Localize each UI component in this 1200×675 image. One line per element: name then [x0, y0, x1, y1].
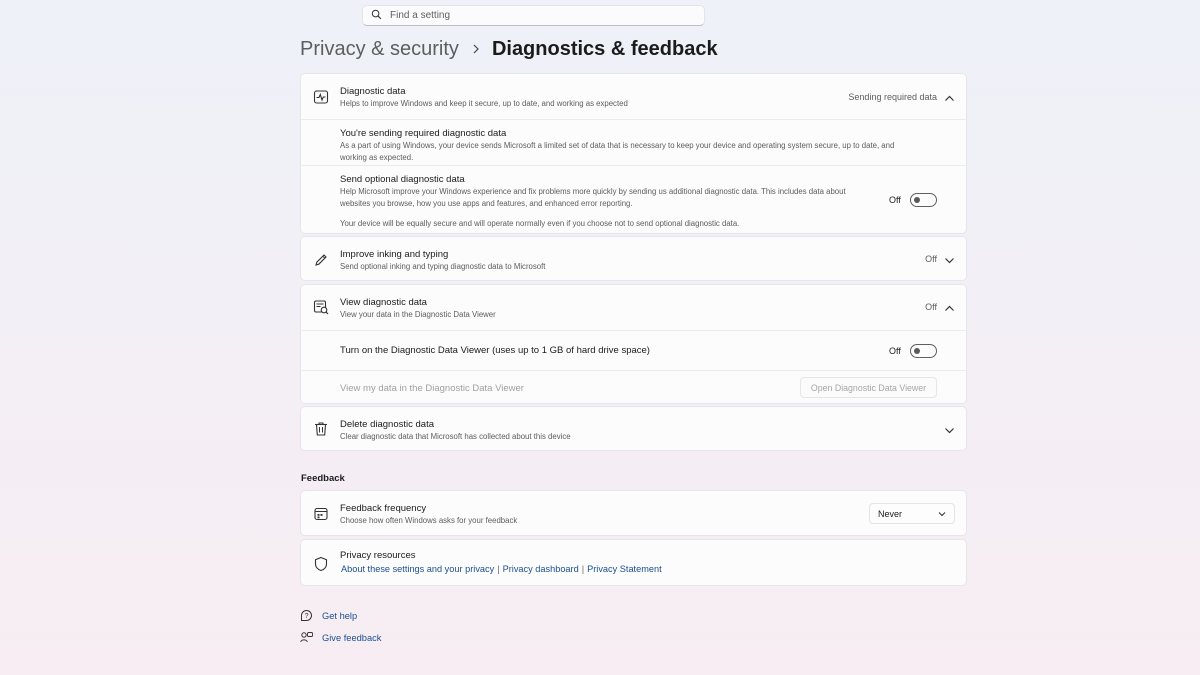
chevron-up-icon[interactable]: [944, 91, 955, 102]
open-viewer-button[interactable]: Open Diagnostic Data Viewer: [800, 377, 937, 398]
chevron-down-icon[interactable]: [944, 253, 955, 264]
view-my-data-row: [301, 370, 966, 404]
viewer-toggle-state: Off: [889, 346, 901, 356]
pen-icon: [313, 252, 329, 268]
shield-icon: [313, 556, 329, 572]
breadcrumb: [300, 36, 718, 62]
feedback-frequency-subtitle: Choose how often Windows asks for your feedback: [340, 516, 518, 525]
view-my-data-label: View my data in the Diagnostic Data Viewer: [340, 383, 524, 394]
optional-data-title: Send optional diagnostic data: [340, 174, 465, 185]
required-data-title: You're sending required diagnostic data: [340, 128, 507, 139]
chevron-right-icon: [472, 44, 480, 54]
diagnostic-data-status: Sending required data: [848, 92, 937, 102]
inking-status: Off: [925, 254, 937, 264]
chevron-up-icon[interactable]: [944, 301, 955, 312]
calendar-icon: [313, 506, 329, 522]
feedback-frequency-value: Never: [878, 508, 903, 519]
chevron-down-icon: [938, 510, 946, 518]
view-data-card: [300, 284, 967, 404]
optional-data-toggle[interactable]: [910, 193, 937, 207]
diagnostic-data-subtitle: Helps to improve Windows and keep it secure, up to date, and working as expected: [340, 99, 628, 108]
optional-toggle-state: Off: [889, 195, 901, 205]
required-data-desc: [340, 140, 940, 163]
search-icon: [371, 7, 382, 25]
trash-icon: [313, 421, 329, 437]
diagnostic-data-title: Diagnostic data: [340, 86, 406, 97]
required-data-desc-line1: As a part of using Windows, your device sends Microsoft a limited set of data that is necessary to keep your device and operating system secure, up to date, and: [340, 141, 895, 150]
privacy-links: [341, 564, 662, 574]
get-help-link[interactable]: [300, 609, 357, 622]
delete-data-subtitle: Clear diagnostic data that Microsoft has collected about this device: [340, 432, 571, 441]
give-feedback-link[interactable]: [300, 631, 381, 644]
diagnostic-data-card: [300, 73, 967, 234]
required-data-row: [301, 119, 966, 165]
inking-card[interactable]: [300, 236, 967, 281]
privacy-dashboard-link[interactable]: Privacy dashboard: [502, 564, 579, 574]
viewer-toggle-row: [301, 330, 966, 370]
toggle-knob: [914, 197, 920, 203]
inking-title: Improve inking and typing: [340, 249, 449, 260]
feedback-icon: [300, 631, 313, 644]
view-data-subtitle: View your data in the Diagnostic Data Viewer: [340, 310, 496, 319]
feedback-frequency-card: [300, 490, 967, 536]
toggle-knob: [914, 348, 920, 354]
privacy-statement-link[interactable]: Privacy Statement: [587, 564, 662, 574]
feedback-frequency-title: Feedback frequency: [340, 503, 427, 514]
breadcrumb-parent[interactable]: Privacy & security: [300, 37, 459, 60]
chevron-down-icon[interactable]: [944, 423, 955, 434]
data-viewer-icon: [313, 299, 329, 315]
pulse-icon: [313, 89, 329, 105]
view-data-title: View diagnostic data: [340, 297, 427, 308]
optional-data-desc: [340, 186, 900, 209]
viewer-toggle[interactable]: [910, 344, 937, 358]
inking-subtitle: Send optional inking and typing diagnostic data to Microsoft: [340, 262, 546, 271]
delete-data-title: Delete diagnostic data: [340, 419, 435, 430]
search-box[interactable]: [362, 5, 705, 26]
feedback-frequency-dropdown[interactable]: [869, 503, 955, 524]
search-input[interactable]: [390, 10, 690, 21]
view-data-status: Off: [925, 302, 937, 312]
optional-data-note: Your device will be equally secure and will operate normally even if you choose not to send optional diagnostic data.: [340, 219, 740, 228]
view-data-header[interactable]: [301, 285, 966, 330]
give-feedback-label: Give feedback: [322, 632, 382, 643]
svg-text:?: ?: [304, 613, 309, 620]
optional-data-desc-line2: websites you browse, how you use apps and features, and enhanced error reporting.: [340, 198, 633, 208]
about-settings-link[interactable]: About these settings and your privacy: [341, 564, 495, 574]
feedback-section-label: Feedback: [301, 473, 345, 484]
privacy-resources-title: Privacy resources: [340, 550, 416, 561]
get-help-label: Get help: [322, 610, 358, 621]
link-separator: |: [581, 564, 585, 574]
delete-data-card[interactable]: [300, 406, 967, 451]
page-title: Diagnostics & feedback: [491, 37, 718, 60]
optional-data-desc-line1: Help Microsoft improve your Windows experience and fix problems more quickly by sending us additional diagnostic data. This includes data about: [340, 187, 846, 196]
viewer-toggle-label: Turn on the Diagnostic Data Viewer (uses up to 1 GB of hard drive space): [340, 345, 650, 356]
diagnostic-data-header[interactable]: [301, 74, 966, 119]
optional-data-row: [301, 165, 966, 233]
link-separator: |: [497, 564, 500, 574]
required-data-desc-line2: working as expected.: [340, 152, 414, 162]
privacy-resources-card: [300, 539, 967, 586]
help-icon: [300, 609, 313, 622]
